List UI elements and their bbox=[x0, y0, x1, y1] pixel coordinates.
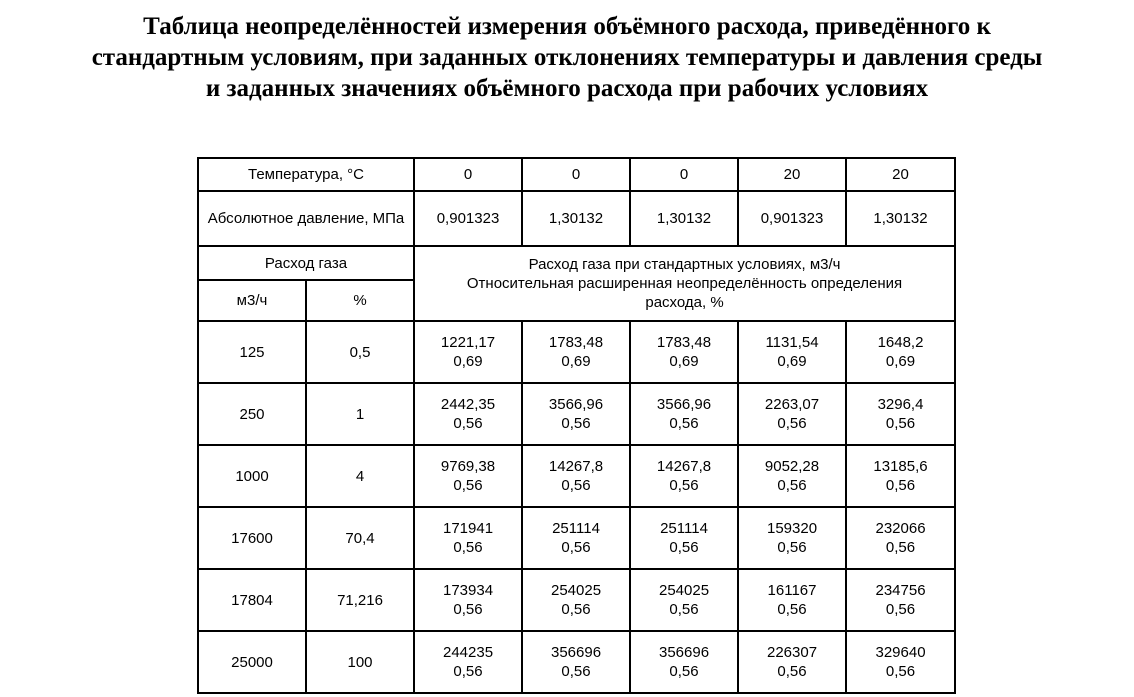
uncertainty-table bbox=[197, 157, 956, 694]
uncertainty-value: 0,56 bbox=[777, 415, 807, 432]
uncertainty-value: 0,56 bbox=[669, 663, 699, 680]
standard-flow-value: 251114 bbox=[660, 520, 708, 537]
standard-flow-value: 173934 bbox=[442, 582, 494, 599]
result-cell bbox=[738, 321, 846, 383]
table-row bbox=[198, 321, 955, 383]
standard-flow-value: 9769,38 bbox=[440, 458, 496, 475]
standard-flow-value: 226307 bbox=[766, 644, 818, 661]
table-row bbox=[198, 507, 955, 569]
document-title bbox=[0, 11, 1134, 104]
result-cell bbox=[846, 507, 955, 569]
standard-flow-value: 1131,54 bbox=[765, 334, 819, 351]
result-cell bbox=[522, 631, 630, 693]
result-cell bbox=[846, 569, 955, 631]
flow-m3h-cell: 1000 bbox=[198, 445, 306, 507]
title-line-1: Таблица неопределённостей измерения объёмного расхода, приведённого к bbox=[143, 13, 991, 40]
uncertainty-value: 0,56 bbox=[561, 539, 591, 556]
standard-flow-value: 3296,4 bbox=[877, 396, 924, 413]
uncertainty-value: 0,56 bbox=[561, 601, 591, 618]
temperature-cell: 20 bbox=[738, 158, 846, 191]
result-cell bbox=[846, 445, 955, 507]
uncertainty-value: 0,69 bbox=[561, 353, 591, 370]
result-cell bbox=[846, 321, 955, 383]
temperature-label: Температура, °С bbox=[198, 158, 414, 191]
result-label-line-2: Относительная расширенная неопределённость определения расхода, % bbox=[466, 275, 903, 311]
flow-pct-cell: 4 bbox=[306, 445, 414, 507]
standard-flow-value: 329640 bbox=[875, 644, 926, 661]
result-cell bbox=[630, 507, 738, 569]
result-cell bbox=[414, 445, 522, 507]
uncertainty-value: 0,56 bbox=[453, 477, 483, 494]
uncertainty-value: 0,56 bbox=[777, 601, 807, 618]
standard-flow-value: 161167 bbox=[767, 582, 817, 599]
result-cell bbox=[630, 569, 738, 631]
result-cell bbox=[522, 445, 630, 507]
standard-flow-value: 3566,96 bbox=[656, 396, 712, 413]
pressure-cell: 1,30132 bbox=[522, 191, 630, 246]
flow-m3h-cell: 17600 bbox=[198, 507, 306, 569]
standard-flow-value: 254025 bbox=[550, 582, 602, 599]
result-cell bbox=[630, 631, 738, 693]
standard-flow-value: 1648,2 bbox=[877, 334, 924, 351]
flow-pct-cell: 100 bbox=[306, 631, 414, 693]
result-cell bbox=[414, 569, 522, 631]
uncertainty-value: 0,56 bbox=[777, 539, 807, 556]
standard-flow-value: 1783,48 bbox=[656, 334, 712, 351]
pressure-row bbox=[198, 191, 955, 246]
table-row bbox=[198, 569, 955, 631]
uncertainty-value: 0,69 bbox=[669, 353, 699, 370]
standard-flow-value: 2442,35 bbox=[440, 396, 496, 413]
temperature-row bbox=[198, 158, 955, 191]
uncertainty-value: 0,56 bbox=[669, 415, 699, 432]
temperature-cell: 0 bbox=[414, 158, 522, 191]
result-cell bbox=[522, 383, 630, 445]
result-cell bbox=[414, 631, 522, 693]
standard-flow-value: 171941 bbox=[442, 520, 494, 537]
pressure-cell: 1,30132 bbox=[846, 191, 955, 246]
result-label bbox=[414, 246, 955, 321]
uncertainty-value: 0,56 bbox=[561, 663, 591, 680]
uncertainty-value: 0,56 bbox=[885, 415, 916, 432]
standard-flow-value: 2263,07 bbox=[764, 396, 820, 413]
pressure-label: Абсолютное давление, МПа bbox=[198, 191, 414, 246]
table-row bbox=[198, 631, 955, 693]
standard-flow-value: 234756 bbox=[875, 582, 926, 599]
flow-label: Расход газа bbox=[198, 246, 414, 280]
standard-flow-value: 159320 bbox=[766, 520, 818, 537]
uncertainty-value: 0,56 bbox=[561, 477, 591, 494]
temperature-cell: 0 bbox=[630, 158, 738, 191]
result-label-line-1: Расход газа при стандартных условиях, м3/ч bbox=[528, 256, 841, 273]
result-cell bbox=[738, 631, 846, 693]
result-cell bbox=[630, 383, 738, 445]
flow-unit-m3h: м3/ч bbox=[198, 280, 306, 321]
uncertainty-value: 0,56 bbox=[561, 415, 591, 432]
flow-pct-cell: 71,216 bbox=[306, 569, 414, 631]
uncertainty-value: 0,56 bbox=[669, 601, 699, 618]
flow-m3h-cell: 17804 bbox=[198, 569, 306, 631]
uncertainty-value: 0,56 bbox=[453, 539, 483, 556]
pressure-cell: 1,30132 bbox=[630, 191, 738, 246]
standard-flow-value: 9052,28 bbox=[764, 458, 820, 475]
flow-m3h-cell: 250 bbox=[198, 383, 306, 445]
title-line-3: и заданных значениях объёмного расхода при рабочих условиях bbox=[205, 75, 929, 102]
uncertainty-value: 0,56 bbox=[885, 601, 916, 618]
standard-flow-value: 232066 bbox=[875, 520, 926, 537]
result-cell bbox=[738, 569, 846, 631]
uncertainty-value: 0,56 bbox=[669, 539, 699, 556]
uncertainty-value: 0,56 bbox=[885, 539, 916, 556]
table-row bbox=[198, 445, 955, 507]
standard-flow-value: 14267,8 bbox=[548, 458, 604, 475]
temperature-cell: 0 bbox=[522, 158, 630, 191]
pressure-cell: 0,901323 bbox=[414, 191, 522, 246]
result-cell bbox=[522, 507, 630, 569]
result-cell bbox=[738, 383, 846, 445]
flow-pct-cell: 0,5 bbox=[306, 321, 414, 383]
result-cell bbox=[738, 507, 846, 569]
flow-m3h-cell: 125 bbox=[198, 321, 306, 383]
standard-flow-value: 251114 bbox=[552, 520, 600, 537]
result-cell bbox=[522, 569, 630, 631]
result-cell bbox=[414, 383, 522, 445]
table-row bbox=[198, 383, 955, 445]
result-cell bbox=[738, 445, 846, 507]
uncertainty-value: 0,56 bbox=[777, 477, 807, 494]
standard-flow-value: 3566,96 bbox=[548, 396, 604, 413]
result-cell bbox=[846, 631, 955, 693]
flow-unit-pct: % bbox=[306, 280, 414, 321]
uncertainty-value: 0,56 bbox=[453, 601, 483, 618]
result-cell bbox=[522, 321, 630, 383]
result-cell bbox=[630, 445, 738, 507]
standard-flow-value: 254025 bbox=[658, 582, 710, 599]
uncertainty-value: 0,56 bbox=[453, 663, 483, 680]
uncertainty-value: 0,56 bbox=[669, 477, 699, 494]
standard-flow-value: 1221,17 bbox=[440, 334, 496, 351]
standard-flow-value: 356696 bbox=[550, 644, 602, 661]
flow-pct-cell: 70,4 bbox=[306, 507, 414, 569]
standard-flow-value: 14267,8 bbox=[656, 458, 712, 475]
result-cell bbox=[630, 321, 738, 383]
title-line-2: стандартным условиям, при заданных отклонениях температуры и давления среды bbox=[91, 44, 1043, 71]
result-cell bbox=[414, 507, 522, 569]
standard-flow-value: 244235 bbox=[442, 644, 494, 661]
flow-pct-cell: 1 bbox=[306, 383, 414, 445]
temperature-cell: 20 bbox=[846, 158, 955, 191]
result-cell bbox=[414, 321, 522, 383]
result-cell bbox=[846, 383, 955, 445]
flow-header-row bbox=[198, 246, 955, 280]
standard-flow-value: 13185,6 bbox=[873, 458, 928, 475]
uncertainty-value: 0,69 bbox=[885, 353, 916, 370]
uncertainty-value: 0,56 bbox=[885, 477, 916, 494]
pressure-cell: 0,901323 bbox=[738, 191, 846, 246]
uncertainty-value: 0,56 bbox=[885, 663, 916, 680]
uncertainty-value: 0,69 bbox=[777, 353, 807, 370]
uncertainty-value: 0,56 bbox=[453, 415, 483, 432]
standard-flow-value: 356696 bbox=[658, 644, 710, 661]
uncertainty-value: 0,69 bbox=[453, 353, 483, 370]
standard-flow-value: 1783,48 bbox=[548, 334, 604, 351]
flow-m3h-cell: 25000 bbox=[198, 631, 306, 693]
uncertainty-value: 0,56 bbox=[777, 663, 807, 680]
